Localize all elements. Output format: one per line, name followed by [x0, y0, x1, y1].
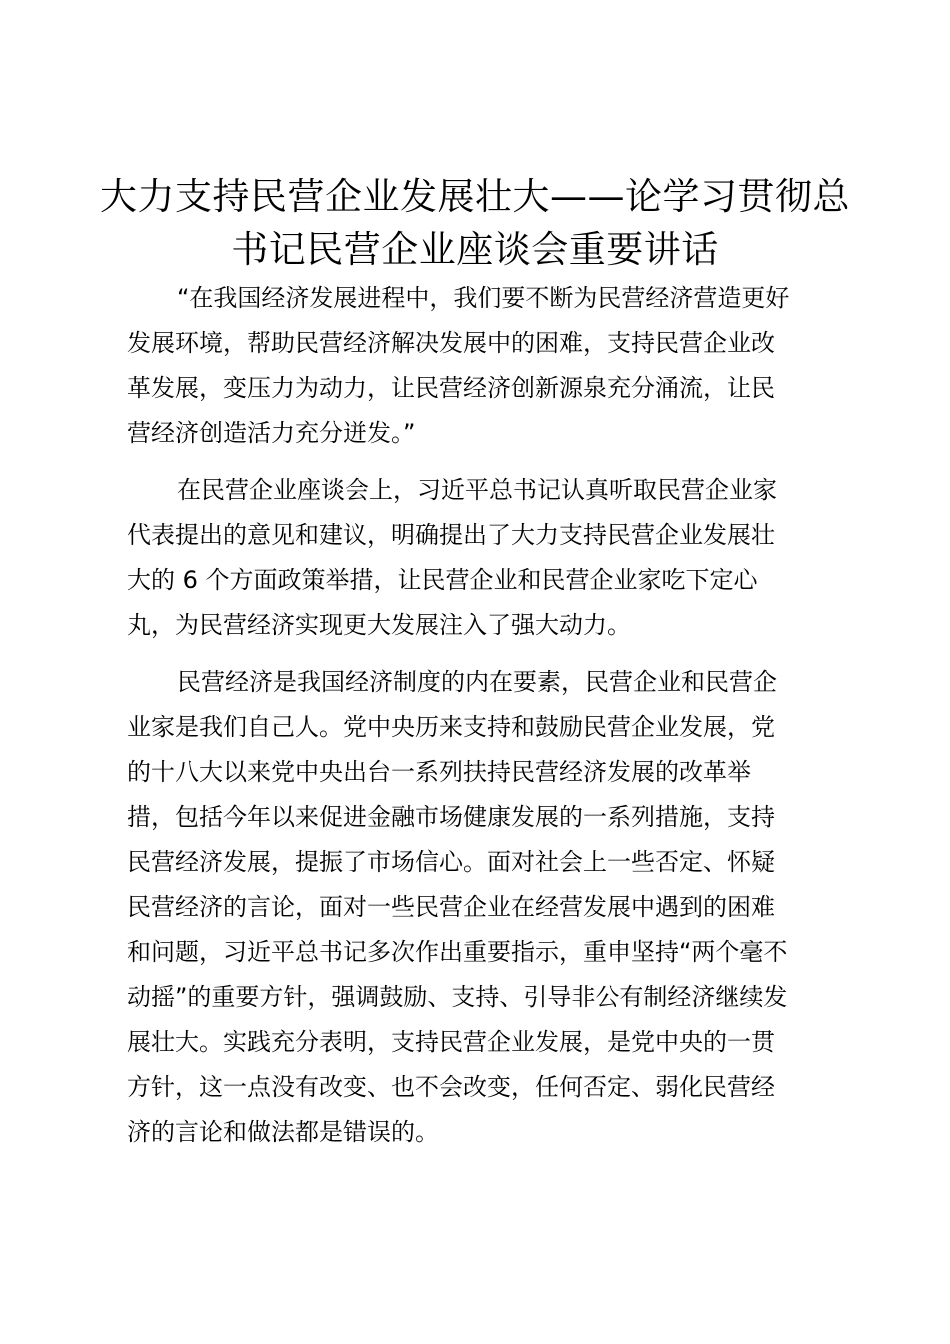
paragraph-line: 民营经济发展，提振了市场信心。面对社会上一些否定、怀疑: [127, 848, 775, 876]
paragraph-quote: [127, 276, 837, 456]
paragraph-line: 展壮大。实践充分表明，支持民营企业发展，是党中央的一贯: [127, 1028, 775, 1056]
paragraph-private-economy: [127, 660, 837, 1155]
paragraph-line: 动摇”的重要方针，强调鼓励、支持、引导非公有制经济继续发: [127, 983, 788, 1011]
paragraph-line: 在民营企业座谈会上，习近平总书记认真听取民营企业家: [177, 476, 777, 504]
paragraph-line: 济的言论和做法都是错误的。: [127, 1118, 439, 1146]
paragraph-line: 和问题，习近平总书记多次作出重要指示，重申坚持“两个毫不: [127, 938, 788, 966]
paragraph-line: 代表提出的意见和建议，明确提出了大力支持民营企业发展壮: [127, 521, 775, 549]
paragraph-line: 措，包括今年以来促进金融市场健康发展的一系列措施，支持: [127, 803, 775, 831]
document-title: [80, 170, 870, 276]
paragraph-line: 革发展，变压力为动力，让民营经济创新源泉充分涌流，让民: [127, 374, 775, 402]
title-line-1: 大力支持民营企业发展壮大——论学习贯彻总: [100, 175, 850, 218]
paragraph-line: 营经济创造活力充分迸发。”: [127, 419, 416, 447]
paragraph-line: 业家是我们自己人。党中央历来支持和鼓励民营企业发展，党: [127, 713, 775, 741]
paragraph-symposium: [127, 468, 837, 648]
document-body: [127, 276, 837, 1167]
paragraph-line: 丸，为民营经济实现更大发展注入了强大动力。: [127, 611, 631, 639]
paragraph-line: 发展环境，帮助民营经济解决发展中的困难，支持民营企业改: [127, 329, 775, 357]
title-line-2: 书记民营企业座谈会重要讲话: [231, 228, 719, 271]
paragraph-line: 大的 6 个方面政策举措，让民营企业和民营企业家吃下定心: [127, 566, 758, 594]
paragraph-line: 民营经济是我国经济制度的内在要素，民营企业和民营企: [177, 668, 777, 696]
paragraph-line: 的十八大以来党中央出台一系列扶持民营经济发展的改革举: [127, 758, 751, 786]
paragraph-line: 方针，这一点没有改变、也不会改变，任何否定、弱化民营经: [127, 1073, 775, 1101]
paragraph-line: 民营经济的言论，面对一些民营企业在经营发展中遇到的困难: [127, 893, 775, 921]
paragraph-line: “在我国经济发展进程中，我们要不断为民营经济营造更好: [177, 284, 790, 312]
